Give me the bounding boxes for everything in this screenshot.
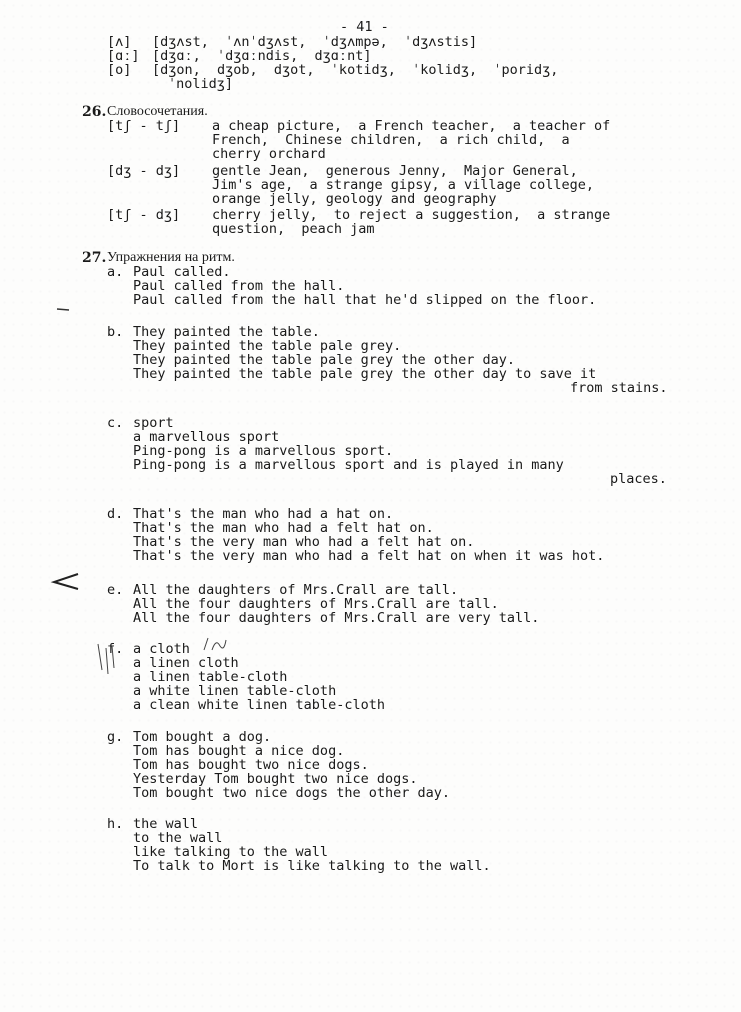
exercise-line: to the wall (133, 830, 223, 846)
phrase-line: orange jelly, geology and geography (212, 191, 497, 207)
exercise-line: Tom has bought two nice dogs. (133, 757, 369, 773)
phonetic-line: [dʒon, dʒob, dʒot, ˈkotidʒ, ˈkolidʒ, ˈporidʒ, (152, 62, 559, 78)
exercise-letter: b. (107, 324, 124, 340)
section-heading: Словосочетания. (107, 104, 208, 119)
exercise-line: Paul called from the hall. (133, 278, 345, 294)
exercise-line: They painted the table pale grey the other day. (133, 352, 516, 368)
exercise-line: Tom has bought a nice dog. (133, 743, 345, 759)
phrase-line: question, peach jam (212, 221, 375, 237)
section-number: 27. (82, 250, 107, 266)
exercise-line: Tom bought two nice dogs the other day. (133, 785, 450, 801)
exercise-line: That's the man who had a felt hat on. (133, 520, 434, 536)
exercise-line: the wall (133, 816, 199, 832)
page-number: - 41 - (340, 19, 389, 35)
phrase-line: cherry orchard (212, 146, 326, 162)
exercise-line: a cloth (133, 641, 190, 657)
exercise-line: a marvellous sport (133, 429, 280, 445)
exercise-letter: f. (107, 641, 124, 657)
exercise-line: They painted the table. (133, 324, 320, 340)
exercise-line: a linen table-cloth (133, 669, 288, 685)
exercise-line: All the daughters of Mrs.Crall are tall. (133, 582, 459, 598)
exercise-line: That's the very man who had a felt hat on. (133, 534, 475, 550)
exercise-line: from stains. (570, 380, 668, 396)
exercise-line: They painted the table pale grey the other day to save it (133, 366, 597, 382)
sound-pair-label: [tʃ - tʃ] (107, 118, 181, 134)
exercise-line: sport (133, 415, 174, 431)
exercise-line: They painted the table pale grey. (133, 338, 402, 354)
exercise-line: Yesterday Tom bought two nice dogs. (133, 771, 418, 787)
phrase-line: gentle Jean, generous Jenny, Major General, (212, 163, 578, 179)
phonetic-line: [dʒʌst, ˈʌnˈdʒʌst, ˈdʒʌmpə, ˈdʒʌstis] (152, 34, 478, 50)
pencil-arrow-mark (48, 570, 82, 592)
phrase-line: cherry jelly, to reject a suggestion, a strange (212, 207, 611, 223)
exercise-line: places. (610, 471, 667, 487)
exercise-line: a linen cloth (133, 655, 239, 671)
exercise-line: Tom bought a dog. (133, 729, 272, 745)
exercise-line: To talk to Mort is like talking to the wall. (133, 858, 491, 874)
exercise-letter: d. (107, 506, 124, 522)
exercise-line: That's the man who had a hat on. (133, 506, 394, 522)
sound-pair-label: [dʒ - dʒ] (107, 163, 181, 179)
pencil-scribble-mark (92, 640, 122, 680)
exercise-line: That's the very man who had a felt hat on when it was hot. (133, 548, 605, 564)
exercise-letter: e. (107, 582, 124, 598)
phonetic-line: ˈnolidʒ] (168, 76, 234, 92)
exercise-letter: a. (107, 264, 124, 280)
phrase-line: Jim's age, a strange gipsy, a village college, (212, 177, 595, 193)
section-number: 26. (82, 104, 107, 120)
exercise-letter: g. (107, 729, 124, 745)
exercise-line: All the four daughters of Mrs.Crall are very tall. (133, 610, 540, 626)
exercise-line: a white linen table-cloth (133, 683, 337, 699)
exercise-letter: c. (107, 415, 124, 431)
exercise-line: a clean white linen table-cloth (133, 697, 385, 713)
phonetic-symbol: [o] (107, 62, 132, 78)
exercise-line: Paul called from the hall that he'd slipped on the floor. (133, 292, 597, 308)
phrase-line: a cheap picture, a French teacher, a teacher of (212, 118, 611, 134)
exercise-letter: h. (107, 816, 124, 832)
exercise-line: Paul called. (133, 264, 231, 280)
phonetic-symbol: [ɑː] (107, 48, 140, 64)
sound-pair-label: [tʃ - dʒ] (107, 207, 181, 223)
dash-mark (55, 302, 71, 316)
exercise-line: Ping-pong is a marvellous sport and is played in many (133, 457, 564, 473)
phonetic-symbol: [ʌ] (107, 34, 132, 50)
exercise-line: like talking to the wall (133, 844, 329, 860)
section-heading: Упражнения на ритм. (107, 250, 235, 265)
pencil-note-mark (200, 636, 230, 654)
exercise-line: All the four daughters of Mrs.Crall are tall. (133, 596, 499, 612)
phonetic-line: [dʒɑː, ˈdʒɑːndis, dʒɑːnt] (152, 48, 372, 64)
exercise-line: Ping-pong is a marvellous sport. (133, 443, 394, 459)
phrase-line: French, Chinese children, a rich child, a (212, 132, 570, 148)
